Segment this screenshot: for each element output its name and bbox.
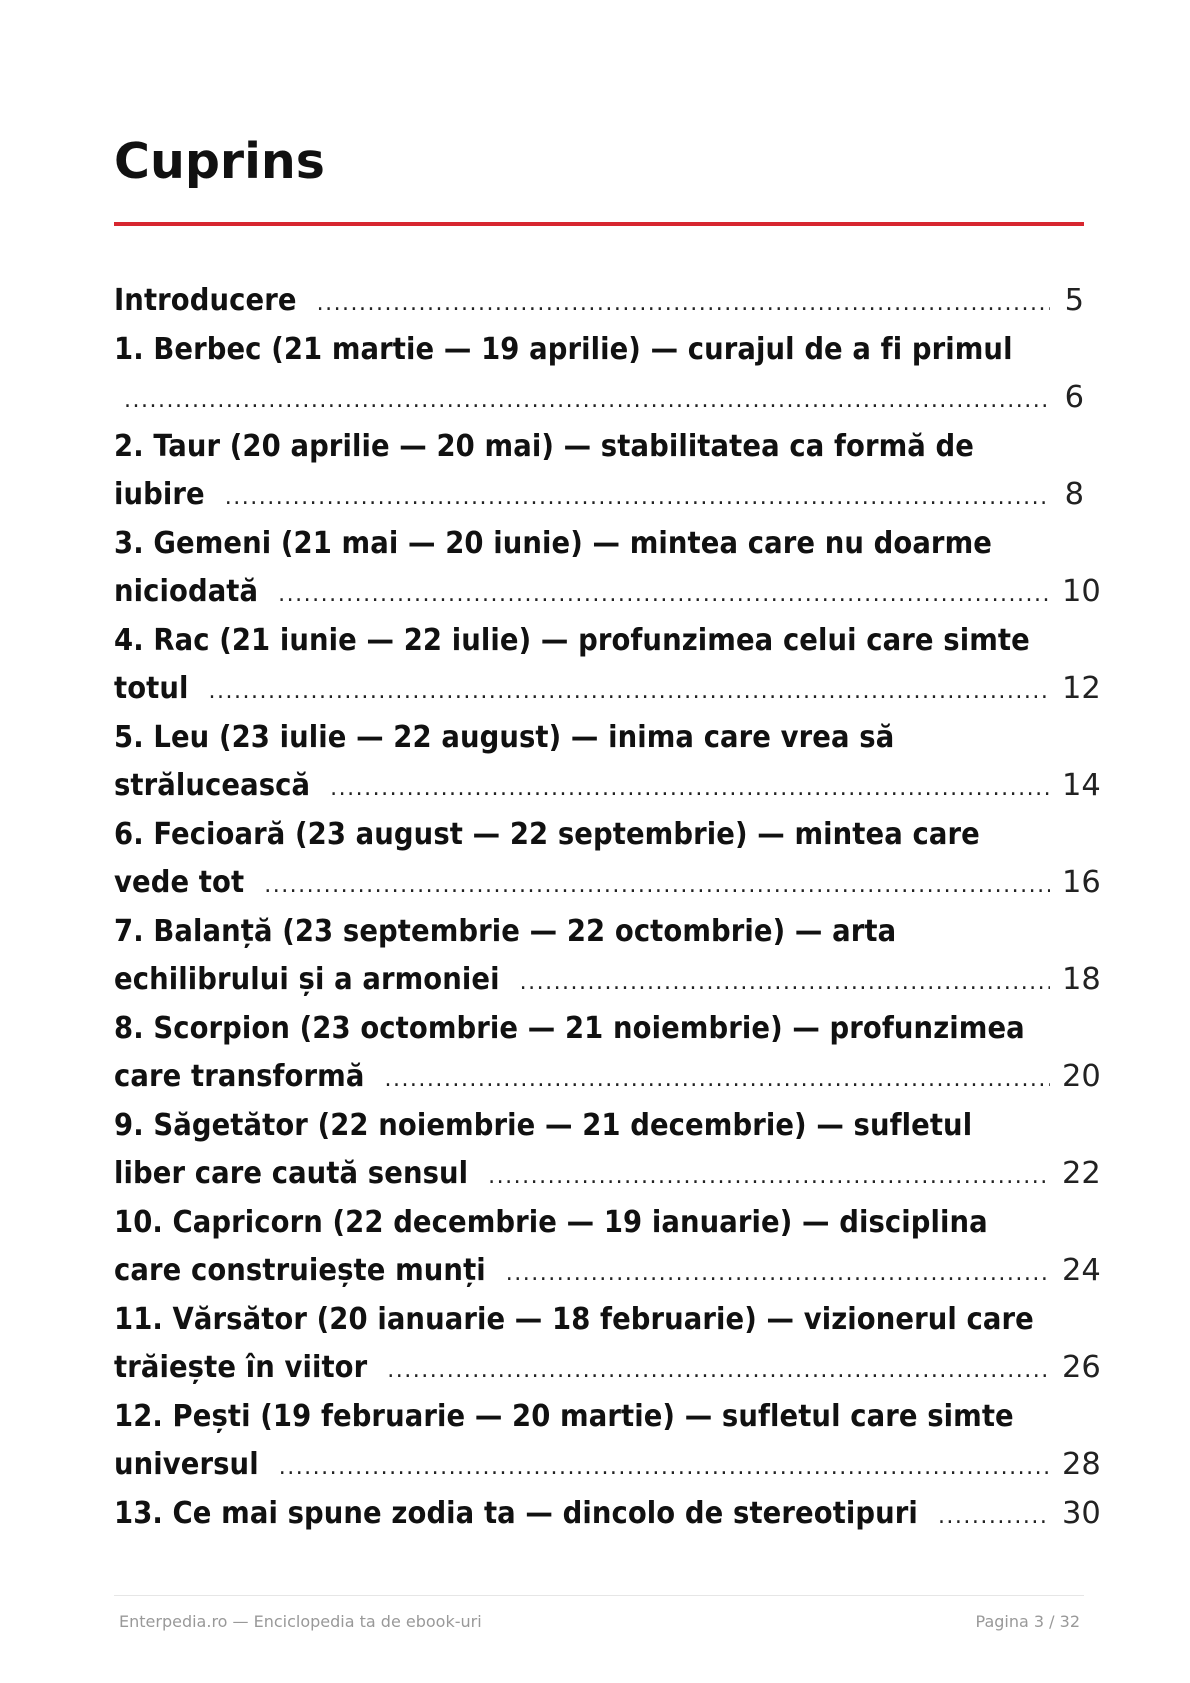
toc-entry-title: niciodată — [114, 574, 259, 609]
toc-entry-line — [114, 423, 1084, 472]
footer-site-name: Enterpedia.ro — Enciclopedia ta de ebook-uri — [119, 1612, 482, 1631]
toc-dot-leader — [264, 862, 1050, 911]
toc-entry-title: totul — [114, 671, 189, 706]
toc-entry-line — [114, 1393, 1084, 1442]
toc-dot-leader — [209, 668, 1050, 717]
toc-entry-title: trăiește în viitor — [114, 1350, 368, 1385]
toc-entry-line — [114, 277, 1084, 326]
toc-entry-line — [114, 1296, 1084, 1345]
toc-entry-title: 12. Pești (19 februarie — 20 martie) — sufletul care simte — [114, 1398, 1014, 1434]
table-of-contents — [114, 277, 1101, 1538]
toc-entry[interactable] — [114, 1005, 1101, 1102]
toc-page-number: 24 — [1062, 1253, 1101, 1288]
toc-entry-title: vede tot — [114, 865, 245, 900]
toc-entry[interactable] — [114, 277, 1084, 326]
toc-entry-line — [114, 374, 1084, 423]
toc-entry-line — [114, 617, 1084, 666]
toc-entry[interactable] — [114, 326, 1084, 423]
toc-entry-line — [114, 1199, 1084, 1248]
toc-entry-line — [114, 1150, 1101, 1199]
toc-page-number: 30 — [1062, 1495, 1101, 1531]
footer-page-number: Pagina 3 / 32 — [975, 1612, 1080, 1631]
toc-entry-line — [114, 665, 1101, 714]
toc-entry[interactable] — [114, 423, 1084, 520]
toc-dot-leader — [278, 571, 1050, 620]
toc-page-number: 10 — [1062, 574, 1101, 609]
toc-entry-line — [114, 1441, 1101, 1490]
toc-entry-line — [114, 568, 1101, 617]
toc-entry-line — [114, 1490, 1101, 1539]
toc-entry-title: 13. Ce mai spune zodia ta — dincolo de stereotipuri — [114, 1495, 918, 1531]
toc-entry-title: 8. Scorpion (23 octombrie — 21 noiembrie) — profunzimea — [114, 1010, 1025, 1046]
toc-page-number: 28 — [1062, 1447, 1101, 1482]
toc-entry-line — [114, 1247, 1101, 1296]
toc-entry-line — [114, 811, 1084, 860]
toc-page-number: 26 — [1062, 1350, 1101, 1385]
toc-entry-title: iubire — [114, 477, 205, 512]
toc-entry-title: 2. Taur (20 aprilie — 20 mai) — stabilitatea ca formă de — [114, 428, 974, 464]
toc-dot-leader — [384, 1056, 1050, 1105]
toc-entry[interactable] — [114, 1296, 1101, 1393]
toc-entry[interactable] — [114, 1199, 1101, 1296]
toc-entry[interactable] — [114, 714, 1101, 811]
toc-entry[interactable] — [114, 908, 1101, 1005]
toc-page-number: 6 — [1064, 380, 1084, 415]
toc-entry-title: strălucească — [114, 768, 311, 803]
toc-dot-leader — [520, 959, 1050, 1008]
toc-page-number: 16 — [1062, 865, 1101, 900]
toc-entry-title: 6. Fecioară (23 august — 22 septembrie) — mintea care — [114, 816, 980, 852]
toc-page-number: 8 — [1064, 477, 1084, 512]
toc-entry-title: 9. Săgetător (22 noiembrie — 21 decembrie) — sufletul — [114, 1107, 973, 1143]
toc-entry[interactable] — [114, 520, 1101, 617]
toc-dot-leader — [387, 1347, 1050, 1396]
toc-entry-line — [114, 1053, 1101, 1102]
toc-dot-leader — [506, 1250, 1050, 1299]
toc-entry-title: echilibrului și a armoniei — [114, 962, 500, 997]
toc-entry-title: 1. Berbec (21 martie — 19 aprilie) — curajul de a fi primul — [114, 331, 1013, 367]
toc-entry-line — [114, 1344, 1101, 1393]
toc-entry-title: 10. Capricorn (22 decembrie — 19 ianuarie) — disciplina — [114, 1204, 988, 1240]
toc-entry-line — [114, 1005, 1084, 1054]
toc-entry-title: universul — [114, 1447, 259, 1482]
toc-entry[interactable] — [114, 1102, 1101, 1199]
toc-page-number: 12 — [1062, 671, 1101, 706]
toc-dot-leader — [330, 765, 1050, 814]
toc-entry-line — [114, 471, 1084, 520]
toc-entry-title: 3. Gemeni (21 mai — 20 iunie) — mintea care nu doarme — [114, 525, 992, 561]
toc-entry-line — [114, 956, 1101, 1005]
toc-entry-title: 5. Leu (23 iulie — 22 august) — inima care vrea să — [114, 719, 895, 755]
toc-entry-title: care transformă — [114, 1059, 365, 1094]
toc-entry[interactable] — [114, 617, 1101, 714]
toc-entry-line — [114, 520, 1084, 569]
toc-entry-line — [114, 326, 1084, 375]
title-divider — [114, 222, 1084, 226]
toc-entry[interactable] — [114, 1393, 1101, 1490]
toc-entry-line — [114, 859, 1101, 908]
toc-entry-title: Introducere — [114, 283, 297, 318]
toc-entry-line — [114, 1102, 1084, 1151]
toc-dot-leader — [279, 1444, 1050, 1493]
toc-entry-title: 4. Rac (21 iunie — 22 iulie) — profunzimea celui care simte — [114, 622, 1030, 658]
toc-dot-leader — [225, 474, 1050, 523]
toc-page-number: 20 — [1062, 1059, 1101, 1094]
toc-dot-leader — [488, 1153, 1050, 1202]
toc-entry-title: care construiește munți — [114, 1253, 486, 1288]
toc-entry-line — [114, 908, 1084, 957]
toc-entry[interactable] — [114, 811, 1101, 908]
footer-divider — [114, 1595, 1084, 1596]
toc-entry-line — [114, 762, 1101, 811]
toc-dot-leader — [317, 280, 1050, 329]
toc-page-number: 18 — [1062, 962, 1101, 997]
toc-entry-title: 7. Balanță (23 septembrie — 22 octombrie) — arta — [114, 913, 897, 949]
page-title: Cuprins — [114, 133, 325, 190]
toc-entry-line — [114, 714, 1084, 763]
toc-page-number: 14 — [1062, 768, 1101, 803]
toc-entry-title: liber care caută sensul — [114, 1156, 469, 1191]
toc-entry-title: 11. Vărsător (20 ianuarie — 18 februarie) — vizionerul care — [114, 1301, 1034, 1337]
toc-page-number: 22 — [1062, 1156, 1101, 1191]
toc-dot-leader — [938, 1493, 1050, 1542]
toc-dot-leader — [124, 377, 1050, 426]
toc-page-number: 5 — [1064, 283, 1084, 318]
toc-entry[interactable] — [114, 1490, 1101, 1539]
